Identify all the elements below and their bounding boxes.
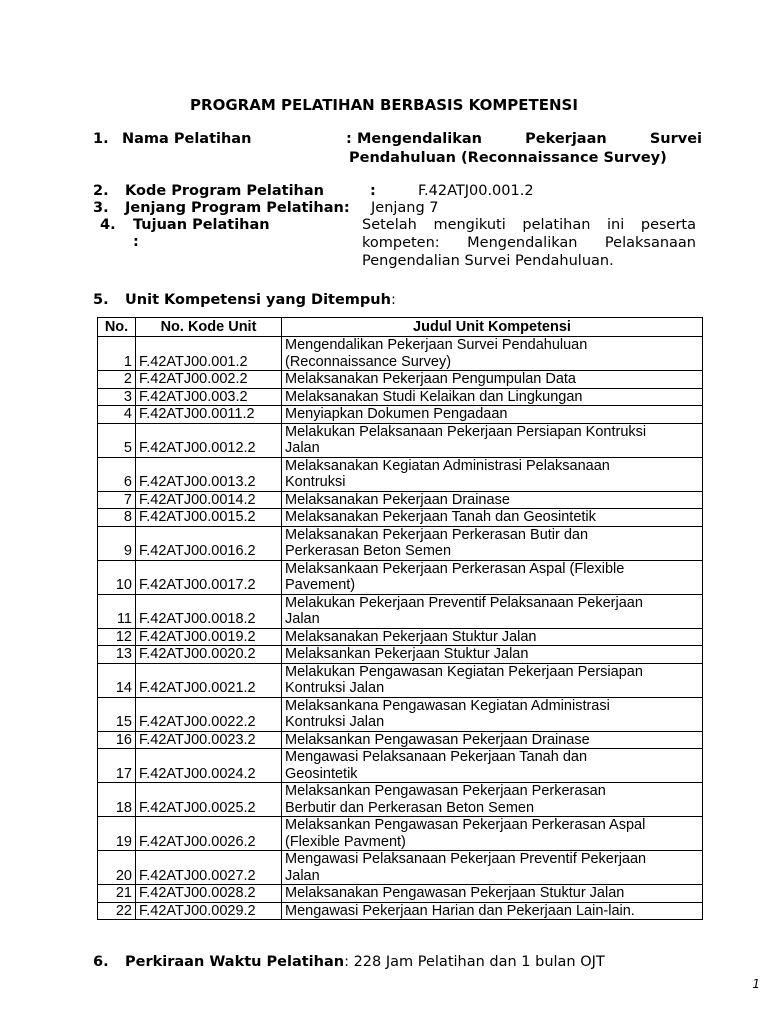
judul-line: Mengawasi Pekerjaan Harian dan Pekerjaan Lain-lain. xyxy=(285,902,635,919)
item-6-value: : 228 Jam Pelatihan dan 1 bulan OJT xyxy=(344,954,605,970)
header-no: No. xyxy=(98,318,136,337)
cell-kode: F.42ATJ00.001.2 xyxy=(136,337,282,371)
cell-judul xyxy=(282,594,703,628)
item-1-value-line1: Mengendalikan Pekerjaan Survei xyxy=(357,131,702,147)
judul-line: Melaksanakan Kegiatan Administrasi Pelaksanaan xyxy=(285,457,610,474)
judul-line: Kontruksi Jalan xyxy=(285,714,385,730)
judul-line: Melaksanakan Pekerjaan Stuktur Jalan xyxy=(285,628,537,645)
cell-no: 10 xyxy=(98,560,136,594)
item-1-colon: : xyxy=(346,131,352,147)
judul-line: Melaksankana Pengawasan Kegiatan Administrasi xyxy=(285,697,610,714)
cell-no: 1 xyxy=(98,337,136,371)
table-row xyxy=(98,491,703,509)
judul-line: Jalan xyxy=(285,440,320,456)
judul-line: Melakukan Pelaksanaan Pekerjaan Persiapan Kontruksi xyxy=(285,423,647,440)
cell-no: 20 xyxy=(98,851,136,885)
cell-judul xyxy=(282,646,703,664)
item-3-value: Jenjang 7 xyxy=(371,200,439,216)
cell-judul xyxy=(282,526,703,560)
cell-judul xyxy=(282,371,703,389)
judul-line: Melakukan Pengawasan Kegiatan Pekerjaan Persiapan xyxy=(285,663,643,680)
page-number: 1 xyxy=(752,977,760,991)
judul-line: Pavement) xyxy=(285,577,356,593)
table-row xyxy=(98,646,703,664)
item-4-label: Tujuan Pelatihan xyxy=(133,217,270,233)
item-6-line xyxy=(125,954,605,971)
judul-line: Kontruksi xyxy=(285,474,346,490)
cell-judul xyxy=(282,783,703,817)
cell-no: 3 xyxy=(98,388,136,406)
cell-kode: F.42ATJ00.0011.2 xyxy=(136,406,282,424)
cell-judul xyxy=(282,731,703,749)
item-2-value: F.42ATJ00.001.2 xyxy=(418,183,534,199)
cell-judul xyxy=(282,885,703,903)
judul-line: Melaksanakan Pekerjaan Perkerasan Butir dan xyxy=(285,526,589,543)
cell-judul xyxy=(282,337,703,371)
table-row xyxy=(98,560,703,594)
cell-kode: F.42ATJ00.0026.2 xyxy=(136,817,282,851)
table-row xyxy=(98,337,703,371)
cell-no: 6 xyxy=(98,457,136,491)
judul-line: Melaksanakan Pengawasan Pekerjaan Stuktur Jalan xyxy=(285,885,625,901)
item-3-number: 3. xyxy=(93,200,109,216)
item-2-label: Kode Program Pelatihan xyxy=(125,183,324,199)
item-4-line: Setelah mengikuti pelatihan ini peserta xyxy=(362,217,696,233)
cell-judul xyxy=(282,851,703,885)
cell-no: 8 xyxy=(98,509,136,527)
table-row xyxy=(98,885,703,903)
cell-kode: F.42ATJ00.0022.2 xyxy=(136,697,282,731)
judul-line: (Flexible Pavment) xyxy=(285,833,406,850)
cell-no: 9 xyxy=(98,526,136,560)
cell-kode: F.42ATJ00.0021.2 xyxy=(136,663,282,697)
cell-kode: F.42ATJ00.0014.2 xyxy=(136,491,282,509)
judul-line: (Reconnaissance Survey) xyxy=(285,353,452,370)
table-row xyxy=(98,509,703,527)
cell-no: 5 xyxy=(98,423,136,457)
judul-line: Berbutir dan Perkerasan Beton Semen xyxy=(285,799,535,816)
cell-kode: F.42ATJ00.0023.2 xyxy=(136,731,282,749)
table-row xyxy=(98,526,703,560)
cell-no: 18 xyxy=(98,783,136,817)
item-6-label: Perkiraan Waktu Pelatihan xyxy=(125,954,345,970)
judul-line: Melaksanakan Pekerjaan Tanah dan Geosintetik xyxy=(285,509,596,525)
table-row xyxy=(98,371,703,389)
table-row xyxy=(98,749,703,783)
cell-kode: F.42ATJ00.0020.2 xyxy=(136,646,282,664)
table-row xyxy=(98,731,703,749)
cell-kode: F.42ATJ00.0017.2 xyxy=(136,560,282,594)
header-judul: Judul Unit Kompetensi xyxy=(282,318,703,337)
judul-line: Melaksankan Pekerjaan Stuktur Jalan xyxy=(285,646,529,662)
cell-kode: F.42ATJ00.0025.2 xyxy=(136,783,282,817)
cell-kode: F.42ATJ00.0019.2 xyxy=(136,628,282,646)
table-row xyxy=(98,902,703,920)
item-5-heading xyxy=(93,292,109,309)
item-4-colon: : xyxy=(133,234,139,250)
table-row xyxy=(98,817,703,851)
table-row xyxy=(98,697,703,731)
cell-judul xyxy=(282,697,703,731)
judul-line: Mengawasi Pelaksanaan Pekerjaan Preventif Pekerjaan xyxy=(285,851,647,867)
table-header-row xyxy=(98,318,703,337)
judul-line: Menyiapkan Dokumen Pengadaan xyxy=(285,406,508,422)
cell-kode: F.42ATJ00.0028.2 xyxy=(136,885,282,903)
item-2-number: 2. xyxy=(93,183,109,199)
table-row xyxy=(98,851,703,885)
cell-no: 4 xyxy=(98,406,136,424)
judul-line: Melaksanakan Pekerjaan Pengumpulan Data xyxy=(285,371,576,387)
cell-judul xyxy=(282,509,703,527)
item-6-number: 6. xyxy=(93,954,109,970)
cell-no: 12 xyxy=(98,628,136,646)
cell-kode: F.42ATJ00.0016.2 xyxy=(136,526,282,560)
item-4-line: kompeten: Mengendalikan Pelaksanaan xyxy=(362,235,696,251)
item-1-value-line2: Pendahuluan (Reconnaissance Survey) xyxy=(349,150,667,166)
judul-line: Melaksanakan Pekerjaan Drainase xyxy=(285,491,510,508)
cell-kode: F.42ATJ00.0029.2 xyxy=(136,902,282,920)
cell-judul xyxy=(282,817,703,851)
item-5-label-wrap xyxy=(125,292,396,309)
judul-line: Melaksankaan Pekerjaan Perkerasan Aspal (Flexible xyxy=(285,560,625,577)
cell-kode: F.42ATJ00.0015.2 xyxy=(136,509,282,527)
cell-no: 21 xyxy=(98,885,136,903)
header-kode: No. Kode Unit xyxy=(136,318,282,337)
cell-no: 11 xyxy=(98,594,136,628)
judul-line: Jalan xyxy=(285,611,320,627)
judul-line: Mengendalikan Pekerjaan Survei Pendahuluan xyxy=(285,337,588,353)
judul-line: Melaksankan Pengawasan Pekerjaan Perkerasan Aspal xyxy=(285,817,646,833)
item-5-label: Unit Kompetensi yang Ditempuh xyxy=(125,292,391,308)
item-5-number: 5. xyxy=(93,292,109,308)
cell-judul xyxy=(282,663,703,697)
cell-no: 13 xyxy=(98,646,136,664)
item-2-colon: : xyxy=(370,183,376,199)
item-4-line: Pengendalian Survei Pendahuluan. xyxy=(362,253,614,269)
cell-kode: F.42ATJ00.0012.2 xyxy=(136,423,282,457)
table-row xyxy=(98,628,703,646)
cell-no: 17 xyxy=(98,749,136,783)
item-5-suffix: : xyxy=(390,292,396,308)
cell-no: 19 xyxy=(98,817,136,851)
unit-competency-table xyxy=(97,317,703,920)
cell-judul xyxy=(282,388,703,406)
table-row xyxy=(98,663,703,697)
cell-judul xyxy=(282,457,703,491)
cell-judul xyxy=(282,902,703,920)
cell-kode: F.42ATJ00.0027.2 xyxy=(136,851,282,885)
table-body xyxy=(98,337,703,920)
judul-line: Melaksanakan Studi Kelaikan dan Lingkungan xyxy=(285,388,583,405)
item-1-number: 1. xyxy=(93,131,109,147)
cell-no: 15 xyxy=(98,697,136,731)
cell-judul xyxy=(282,628,703,646)
cell-no: 16 xyxy=(98,731,136,749)
judul-line: Kontruksi Jalan xyxy=(285,680,385,696)
cell-no: 14 xyxy=(98,663,136,697)
item-4-value xyxy=(362,216,696,270)
item-4-number: 4. xyxy=(100,217,116,233)
table-row xyxy=(98,423,703,457)
cell-kode: F.42ATJ00.0018.2 xyxy=(136,594,282,628)
item-3-label: Jenjang Program Pelatihan: xyxy=(125,200,350,216)
judul-line: Jalan xyxy=(285,867,320,884)
judul-line: Geosintetik xyxy=(285,765,358,782)
cell-judul xyxy=(282,560,703,594)
cell-no: 2 xyxy=(98,371,136,389)
document-title: PROGRAM PELATIHAN BERBASIS KOMPETENSI xyxy=(190,96,578,114)
judul-line: Melaksankan Pengawasan Pekerjaan Perkerasan xyxy=(285,783,606,799)
item-1-label: Nama Pelatihan xyxy=(122,131,252,147)
table-row xyxy=(98,406,703,424)
cell-kode: F.42ATJ00.002.2 xyxy=(136,371,282,389)
judul-line: Melaksankan Pengawasan Pekerjaan Drainase xyxy=(285,731,590,748)
table-row xyxy=(98,594,703,628)
cell-kode: F.42ATJ00.0024.2 xyxy=(136,749,282,783)
table-row xyxy=(98,783,703,817)
cell-judul xyxy=(282,406,703,424)
cell-kode: F.42ATJ00.0013.2 xyxy=(136,457,282,491)
cell-no: 22 xyxy=(98,902,136,920)
cell-no: 7 xyxy=(98,491,136,509)
cell-kode: F.42ATJ00.003.2 xyxy=(136,388,282,406)
cell-judul xyxy=(282,491,703,509)
judul-line: Mengawasi Pelaksanaan Pekerjaan Tanah dan xyxy=(285,749,588,765)
table-row xyxy=(98,388,703,406)
table-row xyxy=(98,457,703,491)
cell-judul xyxy=(282,749,703,783)
cell-judul xyxy=(282,423,703,457)
judul-line: Melakukan Pekerjaan Preventif Pelaksanaan Pekerjaan xyxy=(285,594,643,611)
judul-line: Perkerasan Beton Semen xyxy=(285,543,452,559)
